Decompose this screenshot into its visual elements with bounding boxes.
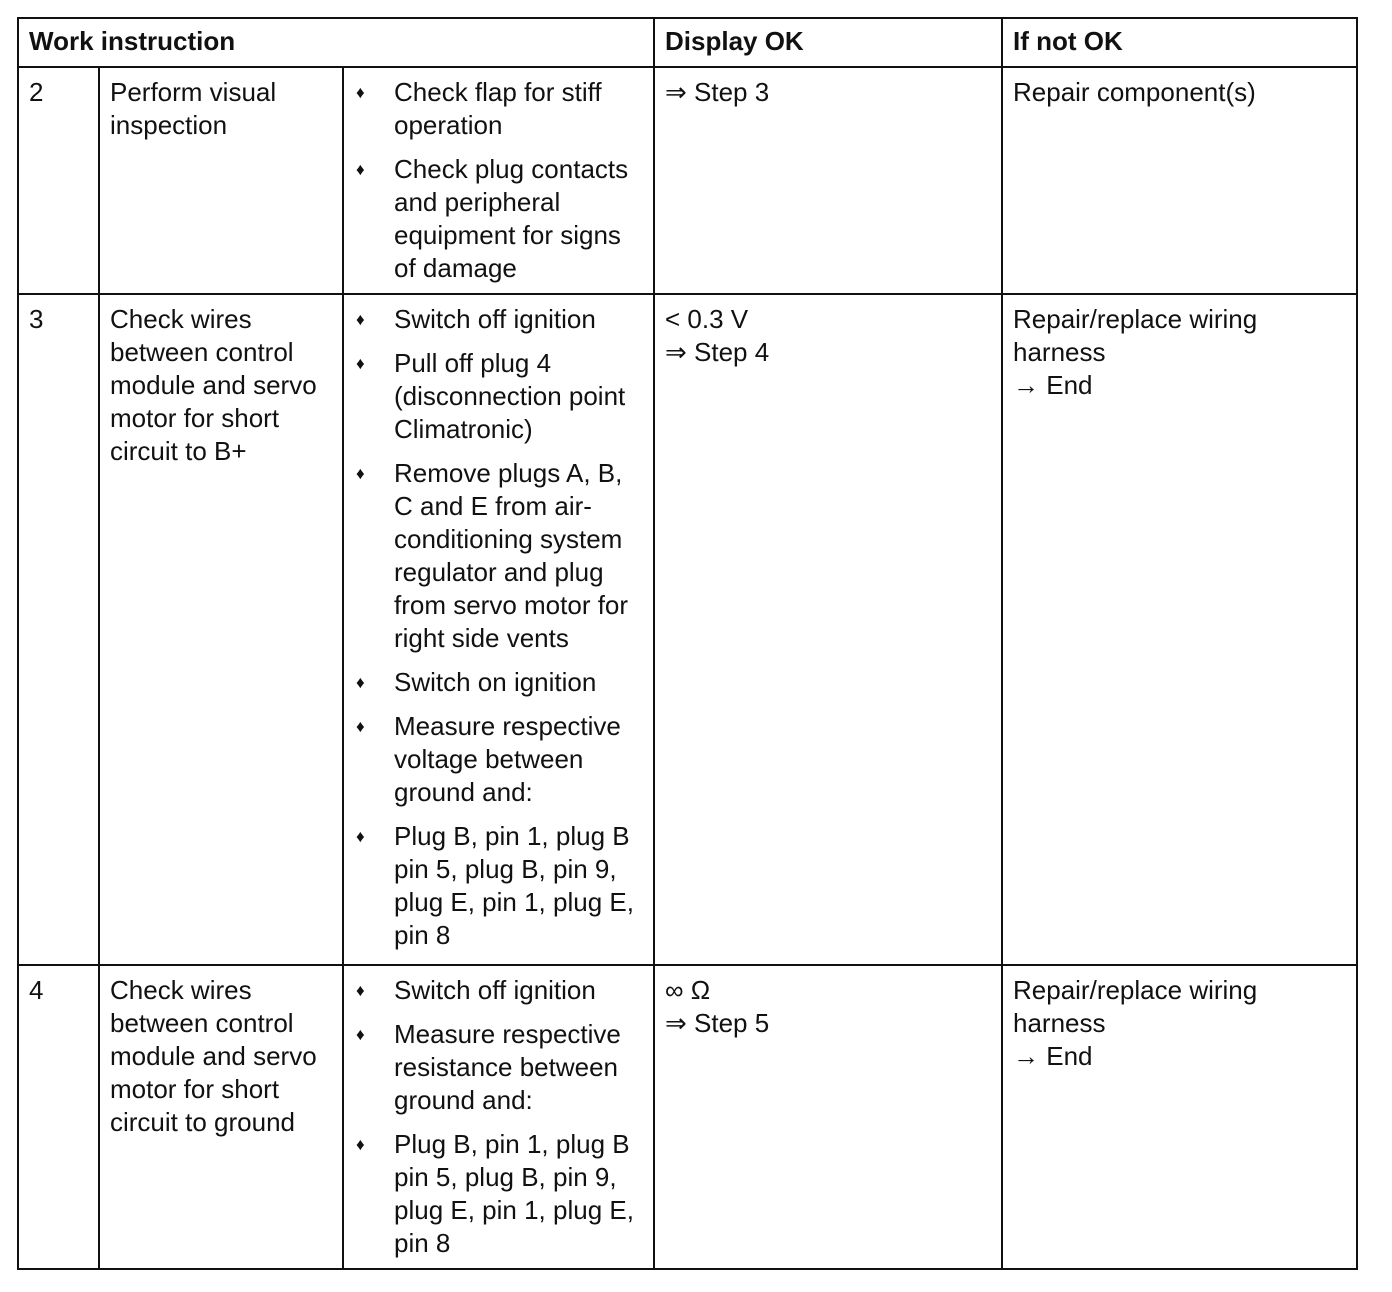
display-ok-result: ⇒ Step 5 [665,1008,770,1038]
if-not-ok-result: → End [1013,370,1093,400]
diamond-bullet-icon: ♦ [356,310,365,329]
if-not-ok-action: Repair/replace wiring harness [1013,975,1258,1038]
diamond-bullet-icon: ♦ [356,1135,365,1154]
task-description: Check wires between control module and servo motor for short circuit to ground [99,965,343,1269]
diamond-bullet-icon: ♦ [356,673,365,692]
step-number: 4 [18,965,99,1269]
action-list [354,76,643,285]
diamond-bullet-icon: ♦ [356,717,365,736]
task-description: Perform visual inspection [99,67,343,294]
display-ok-cell [654,67,1002,294]
display-ok-value: ∞ Ω [665,975,711,1005]
display-ok-value: < 0.3 V [665,304,749,334]
action-item: ♦ Switch on ignition [356,667,597,697]
diamond-bullet-icon: ♦ [356,827,365,846]
if-not-ok-action: Repair component(s) [1013,77,1256,107]
action-list-cell [343,294,654,965]
action-list [354,974,643,1260]
step-number: 3 [18,294,99,965]
diamond-bullet-icon: ♦ [356,354,365,373]
diamond-bullet-icon: ♦ [356,981,365,1000]
action-item: ♦ Pull off plug 4 (disconnection point Climatronic) [356,348,626,444]
diamond-bullet-icon: ♦ [356,83,365,102]
work-instruction-table [17,17,1358,1270]
table-row [18,294,1357,965]
action-list-cell [343,965,654,1269]
table-row [18,965,1357,1269]
display-ok-result: ⇒ Step 3 [665,77,770,107]
if-not-ok-cell [1002,67,1357,294]
step-number: 2 [18,67,99,294]
action-item: ♦ Measure respective resistance between ground and: [356,1019,621,1115]
table-row [18,67,1357,294]
display-ok-cell [654,294,1002,965]
action-item: ♦ Switch off ignition [356,975,596,1005]
action-list-cell [343,67,654,294]
action-item: ♦ Check plug contacts and peripheral equipment for signs of damage [356,154,629,283]
display-ok-cell [654,965,1002,1269]
action-item: ♦ Remove plugs A, B, C and E from air-conditioning system regulator and plug from servo motor for right side vents [356,458,629,653]
header-row [18,18,1357,67]
action-item: ♦ Measure respective voltage between ground and: [356,711,621,807]
if-not-ok-action: Repair/replace wiring harness [1013,304,1258,367]
header-if-not-ok: If not OK [1002,18,1357,67]
diamond-bullet-icon: ♦ [356,1025,365,1044]
action-item: ♦ Plug B, pin 1, plug B pin 5, plug B, pin 9, plug E, pin 1, plug E, pin 8 [356,1129,634,1258]
diamond-bullet-icon: ♦ [356,160,365,179]
action-item: ♦ Check flap for stiff operation [356,77,602,140]
header-work-instruction: Work instruction [18,18,654,67]
if-not-ok-cell [1002,294,1357,965]
header-display-ok: Display OK [654,18,1002,67]
action-item: ♦ Switch off ignition [356,304,596,334]
diamond-bullet-icon: ♦ [356,464,365,483]
display-ok-result: ⇒ Step 4 [665,337,770,367]
if-not-ok-cell [1002,965,1357,1269]
action-list [354,303,643,952]
task-description: Check wires between control module and servo motor for short circuit to B+ [99,294,343,965]
action-item: ♦ Plug B, pin 1, plug B pin 5, plug B, pin 9, plug E, pin 1, plug E, pin 8 [356,821,634,950]
if-not-ok-result: → End [1013,1041,1093,1071]
